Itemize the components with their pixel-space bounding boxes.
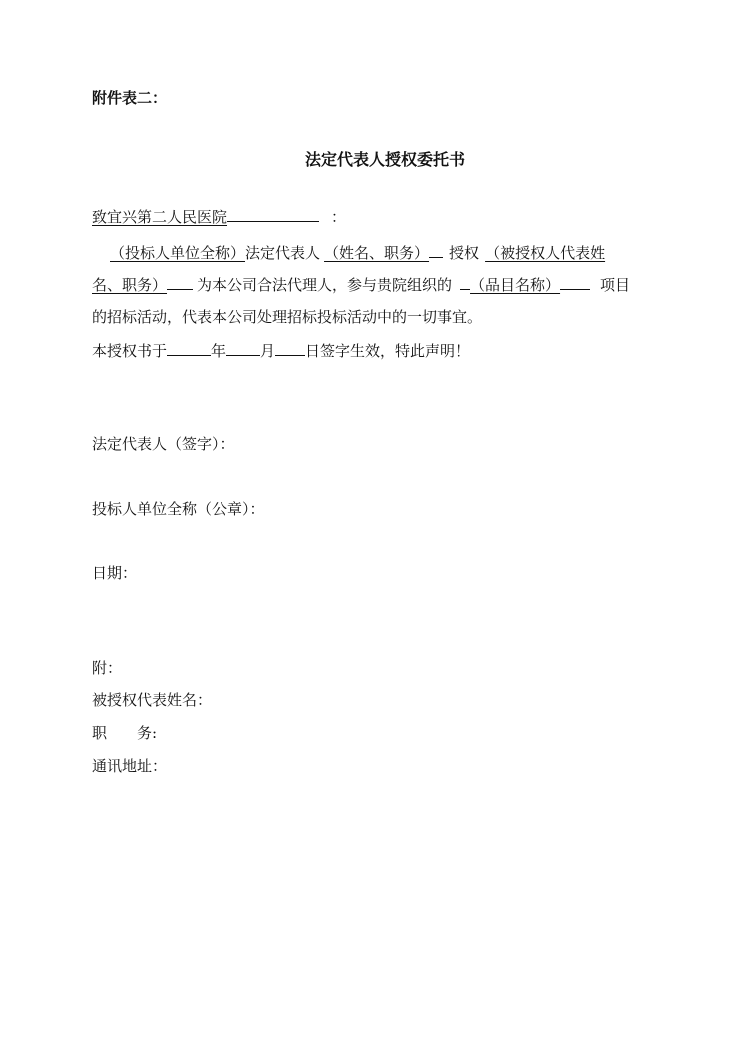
agent-name-blank xyxy=(167,274,193,290)
agent-name-placeholder-part2[interactable]: 名、职务） xyxy=(92,276,168,294)
text-year: 年 xyxy=(211,342,227,360)
bidder-seal-label: 投标人单位全称（公章）： xyxy=(92,500,265,518)
attachment-label: 附件表二： xyxy=(92,89,168,107)
salutation-line xyxy=(92,206,346,227)
agent-name-placeholder-part1[interactable]: （被授权人代表姓 xyxy=(485,244,606,262)
rep-name-placeholder[interactable]: （姓名、职务） xyxy=(324,244,430,262)
month-blank[interactable] xyxy=(226,340,260,356)
day-blank[interactable] xyxy=(275,340,305,356)
recipient-hospital: 致宜兴第二人民医院 xyxy=(92,208,228,226)
text-month: 月 xyxy=(260,342,276,360)
document-title: 法定代表人授权委托书 xyxy=(305,150,466,169)
paragraph-2 xyxy=(92,340,470,361)
appendix-label: 附： xyxy=(92,659,123,677)
rep-name-blank xyxy=(429,242,443,258)
item-name-lead-blank xyxy=(460,274,470,290)
text-project: 项目 xyxy=(600,276,631,294)
position-label: 职 务: xyxy=(92,724,158,742)
item-name-placeholder[interactable]: （品目名称） xyxy=(470,276,561,294)
address-label: 通讯地址： xyxy=(92,757,168,775)
date-label: 日期： xyxy=(92,564,138,582)
year-blank[interactable] xyxy=(167,340,211,356)
paragraph-1-line-1 xyxy=(110,242,605,263)
paragraph-1-line-3: 的招标活动，代表本公司处理招标投标活动中的一切事宜。 xyxy=(92,308,483,326)
item-name-blank xyxy=(560,274,590,290)
text-legal-rep: 法定代表人 xyxy=(245,244,321,262)
text-effective-prefix: 本授权书于 xyxy=(92,342,168,360)
bidder-name-placeholder[interactable]: （投标人单位全称） xyxy=(110,244,246,262)
text-legal-agent: 为本公司合法代理人，参与贵院组织的 xyxy=(197,276,453,294)
salutation-colon: ： xyxy=(331,208,347,226)
legal-rep-signature-label: 法定代表人（签字）： xyxy=(92,435,235,453)
text-authorize: 授权 xyxy=(449,244,480,262)
text-effective-suffix: 日签字生效，特此声明！ xyxy=(305,342,471,360)
paragraph-1-line-2 xyxy=(92,274,630,295)
recipient-blank[interactable] xyxy=(227,206,319,222)
agent-name-label: 被授权代表姓名： xyxy=(92,691,213,709)
